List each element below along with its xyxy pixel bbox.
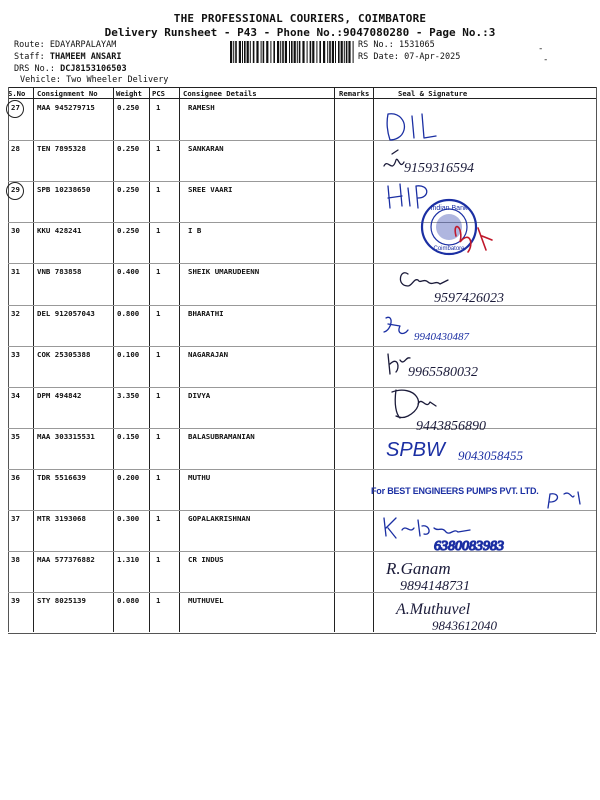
drs-field: [14, 64, 127, 74]
rs-date-label: RS Date:: [358, 52, 399, 62]
signature-row35-name: SPBW: [386, 439, 445, 461]
cell-sno: 28: [11, 144, 20, 154]
barcode-bar: [266, 41, 268, 63]
barcode-bar: [302, 41, 304, 63]
cell-pcs: 1: [156, 226, 161, 236]
barcode-bar: [282, 41, 284, 63]
stamp-top-text: Indian Bank: [430, 205, 468, 212]
cell-consignee: SREE VAARI: [188, 185, 233, 195]
barcode-bar: [294, 41, 296, 63]
cell-weight: 0.100: [117, 349, 140, 359]
cell-pcs: 1: [156, 472, 161, 482]
signatures-area: [374, 100, 596, 632]
cell-consignee: BHARATHI: [188, 308, 224, 318]
cell-weight: 0.800: [117, 308, 140, 318]
cell-pcs: 1: [156, 596, 161, 606]
signature-row29: [388, 184, 427, 208]
vehicle-field: [20, 75, 168, 85]
signature-row35: [386, 439, 524, 463]
cell-pcs: 1: [156, 431, 161, 441]
table-bottom-rule: [8, 633, 596, 634]
cell-consignee: CR INDUS: [188, 555, 224, 565]
rs-no-value: 1531065: [398, 40, 435, 50]
cell-weight: 0.200: [117, 472, 140, 482]
barcode-bar: [316, 41, 317, 63]
barcode-bar: [244, 41, 246, 63]
barcode-bar: [353, 41, 354, 63]
signature-row39-number: 9843612040: [432, 618, 497, 633]
col-header-sno: S.No: [8, 89, 26, 98]
cell-consignee: NAGARAJAN: [188, 349, 229, 359]
cell-consignment-no: DPM 494842: [37, 390, 82, 400]
margin-dash: -: [538, 44, 544, 54]
document-subtitle: Delivery Runsheet - P43 - Phone No.:9047080280 - Page No.:3: [104, 26, 496, 39]
cell-consignment-no: COK 25305388: [37, 349, 91, 359]
rs-no-field: [358, 40, 435, 50]
barcode-bar: [319, 41, 321, 63]
cell-sno: 27: [11, 103, 20, 112]
cell-consignment-no: TDR 5516639: [37, 472, 86, 482]
cell-pcs: 1: [156, 103, 161, 112]
vehicle-value: Two Wheeler Delivery: [66, 75, 169, 85]
vehicle-label: Vehicle:: [20, 75, 61, 85]
cell-weight: 0.250: [117, 144, 140, 154]
barcode-bar: [239, 41, 241, 63]
barcode-bar: [289, 41, 290, 63]
cell-weight: 0.250: [117, 226, 140, 236]
cell-consignee: MUTHUVEL: [188, 596, 224, 606]
col-header-consignment: Consignment No: [37, 89, 98, 98]
cell-pcs: 1: [156, 144, 161, 154]
barcode-bar: [256, 41, 258, 63]
barcode-bar: [348, 41, 350, 63]
col-header-consignee: Consignee Details: [183, 89, 257, 98]
signature-row38: [385, 559, 470, 594]
signature-row28-number: 9159316594: [404, 161, 474, 176]
cell-consignee: DIVYA: [188, 390, 211, 400]
drs-value: DCJ8153106503: [60, 64, 127, 74]
cell-weight: 0.250: [117, 103, 140, 112]
barcode-bar: [247, 41, 249, 63]
cell-consignee: SANKARAN: [188, 144, 224, 154]
signature-row32: [384, 317, 470, 343]
rs-no-label: RS No.:: [358, 40, 394, 50]
cell-sno: 30: [11, 226, 20, 236]
barcode-bar: [250, 41, 251, 63]
sno-circle-mark: [6, 182, 24, 200]
company-stamp-row36: For BEST ENGINEERS PUMPS PVT. LTD.: [371, 486, 539, 496]
cell-consignment-no: SPB 10238650: [37, 185, 91, 195]
cell-consignee: GOPALAKRISHNAN: [188, 514, 251, 523]
drs-label: DRS No.:: [14, 64, 55, 74]
cell-pcs: 1: [156, 390, 161, 400]
cell-consignment-no: DEL 912057043: [37, 308, 95, 318]
signature-row31-number: 9597426023: [434, 291, 504, 306]
cell-consignee: SHEIK UMARUDEENN: [188, 267, 260, 277]
barcode: [230, 41, 354, 63]
cell-consignee: I B: [188, 226, 202, 236]
cell-sno: 32: [11, 308, 20, 318]
cell-weight: 0.250: [117, 185, 140, 195]
staff-field: [14, 52, 122, 62]
barcode-bar: [346, 41, 348, 63]
stamp-bottom-text: Coimbatore: [433, 246, 465, 252]
sno-circle-mark: [6, 100, 24, 118]
cell-consignment-no: MAA 577376882: [37, 555, 95, 565]
document-title: THE PROFESSIONAL COURIERS, COIMBATORE: [173, 12, 427, 25]
cell-sno: 39: [11, 596, 20, 606]
barcode-bar: [312, 41, 314, 63]
barcode-bar: [263, 41, 265, 63]
rs-date-value: 07-Apr-2025: [404, 52, 461, 62]
cell-consignment-no: STY 8025139: [37, 596, 86, 606]
barcode-bar: [277, 41, 279, 63]
cell-pcs: 1: [156, 185, 161, 195]
bank-round-stamp: [422, 200, 492, 254]
cell-weight: 0.300: [117, 514, 140, 523]
barcode-bar: [242, 41, 243, 63]
table-top-rule: [8, 87, 596, 88]
signature-row27: [387, 114, 436, 140]
cell-weight: 1.310: [117, 555, 140, 565]
cell-consignee: RAMESH: [188, 103, 215, 112]
barcode-bar: [329, 41, 331, 63]
cell-sno: 37: [11, 514, 20, 523]
cell-pcs: 1: [156, 514, 161, 523]
col-header-remarks: Remarks: [339, 89, 370, 98]
cell-pcs: 1: [156, 555, 161, 565]
barcode-bar: [338, 41, 340, 63]
route-value: EDAYARPALAYAM: [49, 40, 117, 50]
barcode-bar: [285, 41, 287, 63]
barcode-bar: [291, 41, 293, 63]
cell-sno: 34: [11, 390, 20, 400]
barcode-bar: [253, 41, 255, 63]
staff-value: THAMEEM ANSARI: [49, 52, 122, 62]
margin-dash: -: [543, 55, 549, 65]
signature-row37-number: 6380083983: [434, 539, 504, 554]
table-right-border: [596, 87, 597, 632]
barcode-bar: [235, 41, 237, 63]
rs-date-field: [358, 52, 460, 62]
barcode-bar: [344, 41, 345, 63]
barcode-bar: [261, 41, 262, 63]
cell-weight: 0.150: [117, 431, 140, 441]
cell-consignment-no: KKU 428241: [37, 226, 82, 236]
signature-row38-name: R.Ganam: [386, 559, 451, 578]
cell-consignment-no: MAA 303315531: [37, 431, 95, 441]
cell-pcs: 1: [156, 349, 161, 359]
signature-row35-number: 9043058455: [458, 448, 523, 463]
signature-row39-name: A.Muthuvel: [396, 601, 471, 618]
barcode-bar: [230, 41, 232, 63]
signature-row32-number: 9940430487: [414, 331, 469, 343]
signature-row36: [548, 492, 580, 508]
barcode-bar: [233, 41, 234, 63]
signature-row33-number: 9965580032: [408, 365, 478, 380]
barcode-bar: [323, 41, 325, 63]
barcode-bar: [327, 41, 328, 63]
cell-consignee: MUTHU: [188, 472, 211, 482]
cell-sno: 33: [11, 349, 20, 359]
signature-row38-number: 9894148731: [400, 579, 470, 594]
signature-row34: [392, 390, 486, 434]
cell-consignment-no: VNB 783858: [37, 267, 82, 277]
cell-weight: 0.400: [117, 267, 140, 277]
cell-sno: 31: [11, 267, 20, 277]
signature-row33: [388, 354, 478, 380]
cell-consignment-no: MAA 945279715: [37, 103, 95, 112]
signature-row39: [395, 601, 498, 633]
col-header-pcs: PCS: [152, 89, 165, 98]
signature-row37: [384, 518, 504, 554]
barcode-bar: [273, 41, 275, 63]
barcode-bar: [341, 41, 343, 63]
col-header-seal-signature: Seal & Signature: [398, 89, 468, 98]
col-header-weight: Weight: [116, 89, 142, 98]
signature-row34-number: 9443856890: [416, 419, 486, 434]
cell-sno: 38: [11, 555, 20, 565]
barcode-bar: [310, 41, 312, 63]
barcode-bar: [307, 41, 308, 63]
cell-sno: 35: [11, 431, 20, 441]
signature-row28: [384, 150, 474, 176]
cell-consignment-no: MTR 3193068: [37, 514, 86, 523]
cell-sno: 29: [11, 185, 20, 195]
barcode-bar: [332, 41, 334, 63]
barcode-bar: [299, 41, 301, 63]
cell-pcs: 1: [156, 308, 161, 318]
barcode-bar: [270, 41, 271, 63]
route-field: [14, 40, 116, 50]
barcode-bar: [297, 41, 298, 63]
barcode-bar: [280, 41, 281, 63]
cell-weight: 0.080: [117, 596, 140, 606]
cell-consignee: BALASUBRAMANIAN: [188, 431, 255, 441]
signature-row31: [400, 273, 504, 306]
barcode-bar: [335, 41, 336, 63]
route-label: Route:: [14, 40, 45, 50]
table-header-rule: [8, 98, 596, 99]
staff-label: Staff:: [14, 52, 45, 62]
cell-sno: 36: [11, 472, 20, 482]
cell-pcs: 1: [156, 267, 161, 277]
cell-weight: 3.350: [117, 390, 140, 400]
cell-consignment-no: TEN 7895328: [37, 144, 86, 154]
